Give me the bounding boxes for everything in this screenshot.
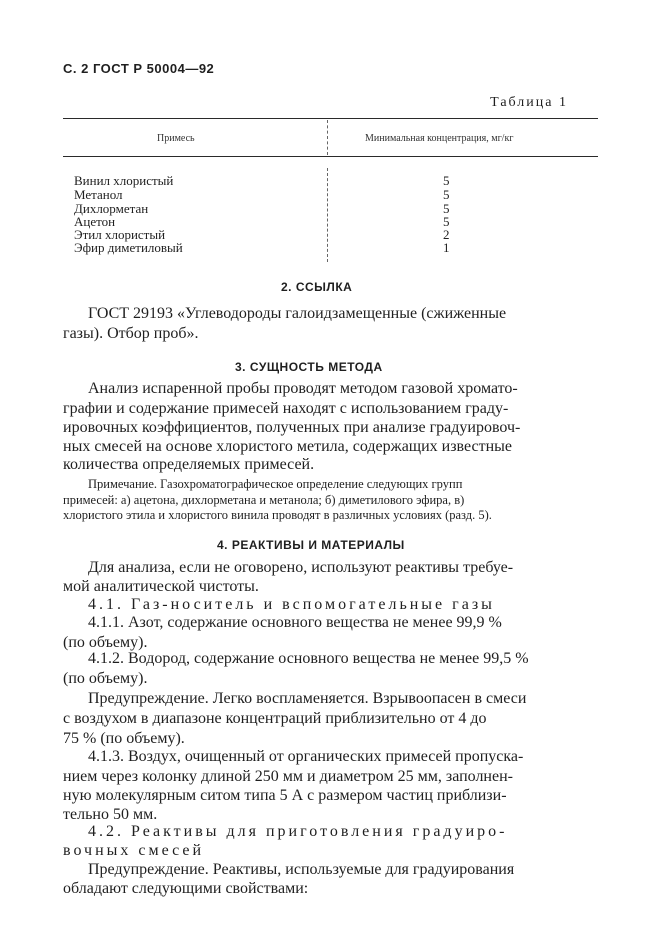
table-row-value: 2 (443, 227, 450, 242)
reagents-line-9: с воздухом в диапазоне концентраций приблизительно от 4 до (63, 710, 487, 727)
reagents-line-4: 4.1.1. Азот, содержание основного вещества не менее 99,9 % (88, 614, 502, 631)
section-title-references: 2. ССЫЛКА (281, 280, 353, 294)
reagents-line-10: 75 % (по объему). (63, 730, 185, 747)
table-row-label: Ацетон (74, 214, 116, 229)
table-header-separator (327, 120, 328, 155)
method-line-5: количества определяемых примесей. (63, 456, 315, 473)
method-line-2: графии и содержание примесей находят с использованием граду- (63, 400, 509, 417)
table-row-label: Метанол (74, 187, 123, 202)
reagents-line-3: 4.1. Газ-носитель и вспомогательные газы (88, 596, 495, 613)
table-body-separator (327, 168, 328, 262)
section-title-reagents: 4. РЕАКТИВЫ И МАТЕРИАЛЫ (217, 538, 405, 552)
references-line-2: газы). Отбор проб». (63, 325, 199, 342)
page-header: С. 2 ГОСТ Р 50004—92 (63, 61, 215, 76)
table-header-rule (63, 156, 598, 157)
method-note-line-1: Примечание. Газохроматографическое определение следующих групп (88, 477, 463, 491)
table-top-rule (63, 118, 598, 119)
reagents-line-18: обладают следующими свойствами: (63, 880, 309, 897)
reagents-line-14: тельно 50 мм. (63, 806, 158, 823)
table-row-value: 1 (443, 240, 450, 255)
reagents-line-17: Предупреждение. Реактивы, используемые для градуирования (88, 861, 515, 878)
method-line-4: ных смесей на основе хлористого метила, содержащих известные (63, 438, 513, 455)
reagents-line-2: мой аналитической чистоты. (63, 578, 259, 595)
method-line-3: ировочных коэффициентов, полученных при анализе градуировоч- (63, 419, 521, 436)
table-caption: Таблица 1 (490, 95, 568, 110)
section-title-method: 3. СУЩНОСТЬ МЕТОДА (235, 360, 383, 374)
reagents-line-16: вочных смесей (63, 842, 205, 859)
table-row-label: Винил хлористый (74, 173, 174, 188)
method-note-line-3: хлористого этила и хлористого винила проводят в различных условиях (разд. 5). (63, 508, 492, 522)
table-row-value: 5 (443, 187, 450, 202)
table-row-value: 5 (443, 201, 450, 216)
references-line-1: ГОСТ 29193 «Углеводороды галоидзамещенные (сжиженные (88, 305, 507, 322)
reagents-line-13: ную молекулярным ситом типа 5 А с размером частиц приблизи- (63, 787, 507, 804)
reagents-line-12: нием через колонку длиной 250 мм и диаметром 25 мм, заполнен- (63, 768, 513, 785)
reagents-line-6: 4.1.2. Водород, содержание основного вещества не менее 99,5 % (88, 650, 529, 667)
method-line-1: Анализ испаренной пробы проводят методом газовой хромато- (88, 380, 518, 397)
method-note-line-2: примесей: а) ацетона, дихлорметана и метанола; б) диметилового эфира, в) (63, 493, 465, 507)
reagents-line-8: Предупреждение. Легко воспламеняется. Взрывоопасен в смеси (88, 690, 527, 707)
reagents-line-7: (по объему). (63, 670, 148, 687)
table-row-value: 5 (443, 173, 450, 188)
table-row-label: Эфир диметиловый (74, 240, 183, 255)
table-col-impurity-header: Примесь (157, 133, 195, 144)
reagents-line-1: Для анализа, если не оговорено, используют реактивы требуе- (88, 559, 514, 576)
table-col-concentration-header: Минимальная концентрация, мг/кг (365, 133, 514, 144)
table-row-value: 5 (443, 214, 450, 229)
reagents-line-11: 4.1.3. Воздух, очищенный от органических примесей пропуска- (88, 748, 524, 765)
table-row-label: Этил хлористый (74, 227, 166, 242)
reagents-line-15: 4.2. Реактивы для приготовления градуиро- (88, 823, 508, 840)
table-row-label: Дихлорметан (74, 201, 149, 216)
reagents-line-5: (по объему). (63, 634, 148, 651)
